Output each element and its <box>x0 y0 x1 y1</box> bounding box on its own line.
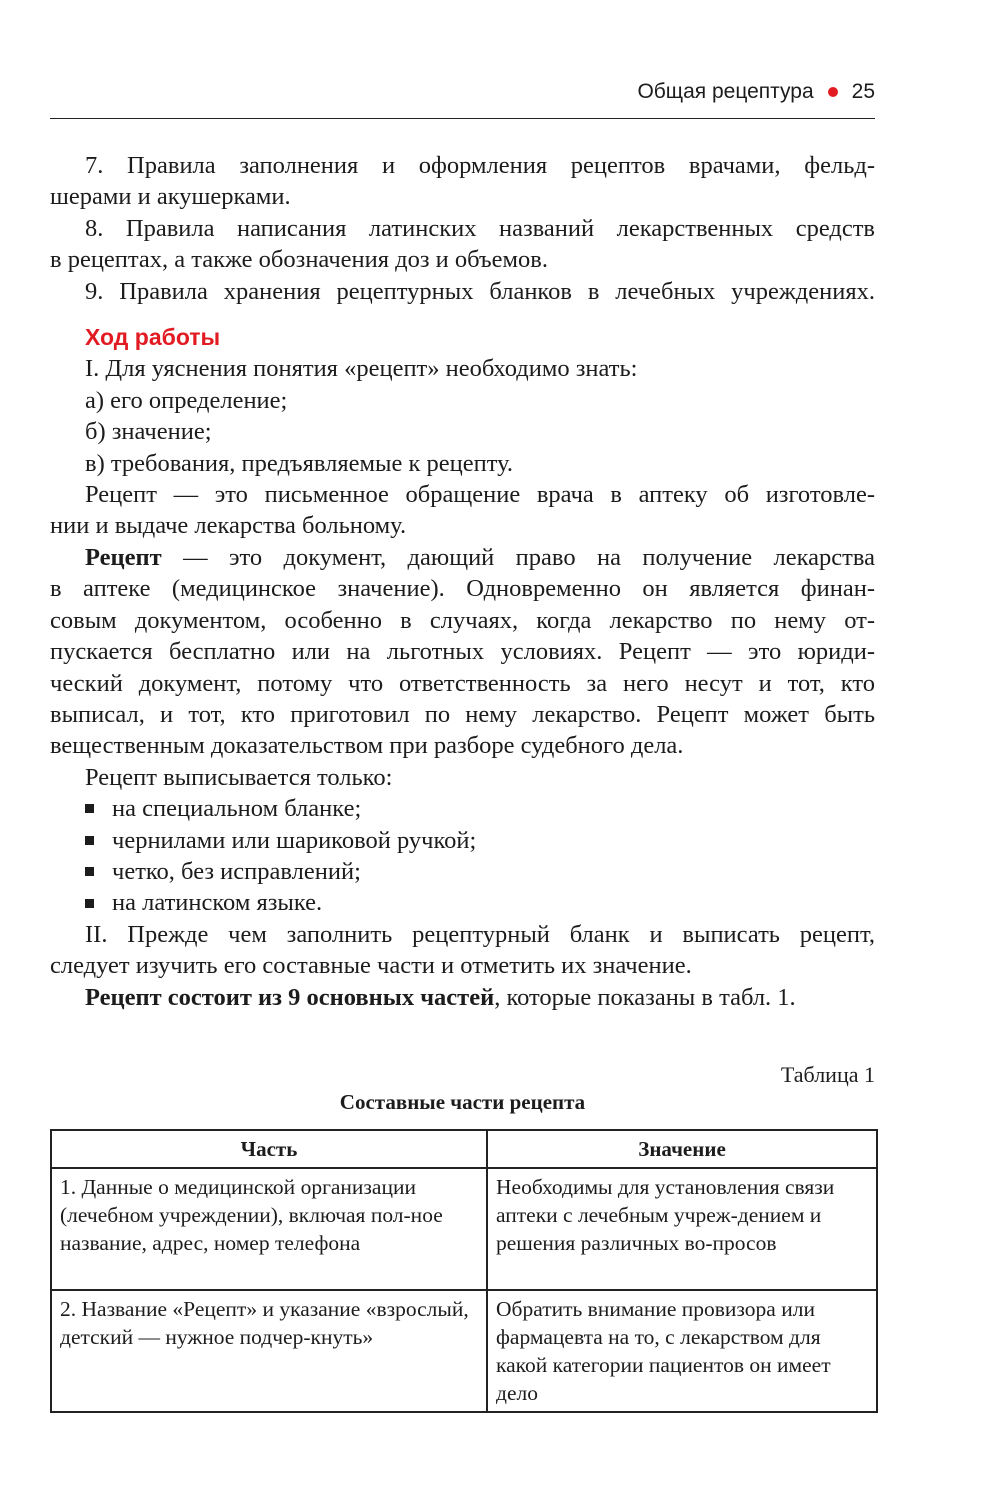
paragraph-line <box>50 573 875 604</box>
text-run: 9. Правила хранения рецептурных бланков в лечебных учреждениях. <box>85 277 875 305</box>
paragraph-line <box>50 636 875 667</box>
paragraph-line <box>50 276 875 307</box>
paragraph-line <box>50 181 875 212</box>
paragraph-line <box>50 699 875 730</box>
table-cell-meaning: Необходимы для установления связи аптеки с лечебным учреж-дением и решения различных во-просов <box>487 1168 877 1290</box>
column-header-part: Часть <box>51 1130 487 1168</box>
square-bullet-icon <box>85 804 94 813</box>
text-run: в рецептах, а также обозначения доз и объемов. <box>50 246 548 274</box>
column-header-meaning: Значение <box>487 1130 877 1168</box>
bullet-text: на латинском языке. <box>112 889 323 917</box>
text-run: — это документ, дающий право на получение лекарства <box>161 543 875 571</box>
bullet-item <box>50 856 875 887</box>
table-cell-part: 2. Название «Рецепт» и указание «взрослый, детский — нужное подчер-кнуть» <box>51 1290 487 1412</box>
text-run: а) его определение; <box>85 386 288 414</box>
body-text <box>50 150 875 1013</box>
page-number: 25 <box>851 80 875 103</box>
paragraph-line <box>50 510 875 541</box>
paragraph-line <box>50 416 875 447</box>
recipe-parts-table <box>50 1129 878 1413</box>
paragraph-line <box>50 668 875 699</box>
table-row <box>51 1290 877 1412</box>
text-run: 7. Правила заполнения и оформления рецептов врачами, фельд- <box>85 152 875 179</box>
text-run: нии и выдаче лекарства больному. <box>50 512 407 540</box>
text-run: ческий документ, потому что ответственность за него несут и тот, кто <box>50 669 875 697</box>
paragraph-line <box>50 730 875 761</box>
square-bullet-icon <box>85 867 94 876</box>
paragraph-line <box>50 479 875 510</box>
bold-term: Рецепт состоит из 9 основных частей <box>85 983 495 1011</box>
paragraph-line <box>50 150 875 181</box>
paragraph-line <box>50 919 875 950</box>
table-row <box>51 1168 877 1290</box>
paragraph-line <box>50 213 875 244</box>
paragraph-line <box>50 353 875 384</box>
bullet-item <box>50 825 875 856</box>
paragraph-line <box>50 385 875 416</box>
table-header-row <box>51 1130 877 1168</box>
paragraph-line <box>50 605 875 636</box>
text-run: шерами и акушерками. <box>50 183 291 211</box>
bold-term: Рецепт <box>85 543 162 571</box>
text-run: б) значение; <box>85 418 212 446</box>
text-run: , которые показаны в табл. 1. <box>494 983 796 1011</box>
bullet-text: на специальном бланке; <box>112 795 362 823</box>
paragraph-line <box>50 762 875 793</box>
table-cell-meaning: Обратить внимание провизора или фармацевта на то, с лекарством для какой категории пациентов он имеет дело <box>487 1290 877 1412</box>
text-run: следует изучить его составные части и отметить их значение. <box>50 952 692 980</box>
bullet-item <box>50 887 875 918</box>
bullet-item <box>50 793 875 824</box>
square-bullet-icon <box>85 836 94 845</box>
table-caption: Таблица 1 <box>780 1062 875 1087</box>
text-run: Рецепт — это письменное обращение врача в аптеку об изготовле- <box>85 481 875 509</box>
paragraph-line <box>50 244 875 275</box>
paragraph-line <box>50 950 875 981</box>
bullet-dot-icon <box>828 87 838 97</box>
running-title: Общая рецептура <box>637 80 814 103</box>
bullet-text: четко, без исправлений; <box>112 857 361 885</box>
text-run: Рецепт выписывается только: <box>85 763 393 791</box>
text-run: выписал, и тот, кто приготовил по нему лекарство. Рецепт может быть <box>50 700 875 728</box>
text-run: пускается бесплатно или на льготных условиях. Рецепт — это юриди- <box>50 638 875 666</box>
text-run: в) требования, предъявляемые к рецепту. <box>85 449 514 477</box>
text-run: II. Прежде чем заполнить рецептурный бланк и выписать рецепт, <box>85 920 875 948</box>
running-header <box>50 78 875 119</box>
paragraph-line <box>50 982 875 1013</box>
bullet-text: чернилами или шариковой ручкой; <box>112 826 477 854</box>
section-heading: Ход работы <box>85 324 221 351</box>
table-title: Составные части рецепта <box>339 1090 586 1114</box>
text-run: совым документом, особенно в случаях, когда лекарство по нему от- <box>50 606 875 634</box>
text-run: в аптеке (медицинское значение). Одновременно он является финан- <box>50 575 875 603</box>
paragraph-line <box>50 448 875 479</box>
paragraph-line <box>50 542 875 573</box>
text-run: 8. Правила написания латинских названий лекарственных средств <box>85 214 875 242</box>
square-bullet-icon <box>85 899 94 908</box>
text-run: I. Для уяснения понятия «рецепт» необходимо знать: <box>85 355 638 383</box>
table-cell-part: 1. Данные о медицинской организации (лечебном учреждении), включая пол-ное название, адрес, номер телефона <box>51 1168 487 1290</box>
text-run: вещественным доказательством при разборе судебного дела. <box>50 732 684 760</box>
